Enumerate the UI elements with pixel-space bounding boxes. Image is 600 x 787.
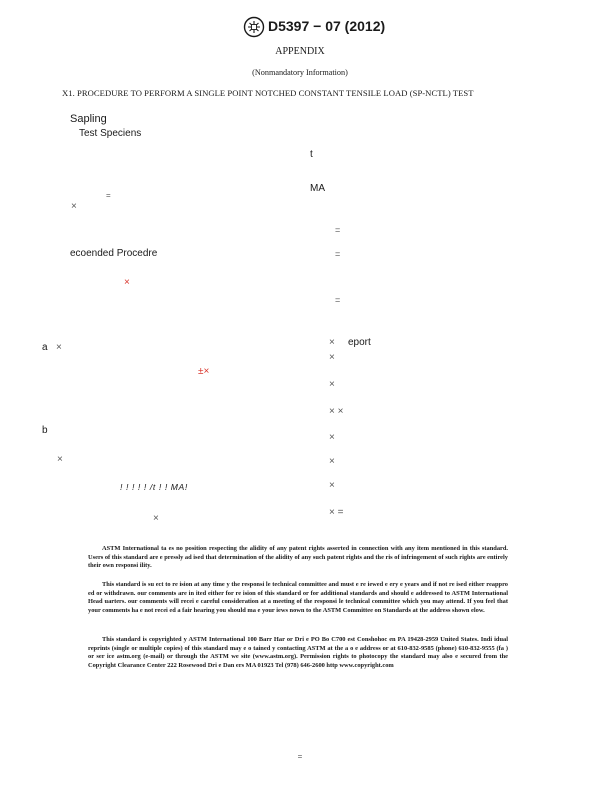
equals-sign: = — [335, 295, 341, 305]
nonmandatory-note: (Nonmandatory Information) — [252, 68, 348, 77]
report-heading: eport — [348, 337, 371, 348]
times-sign: × — [57, 454, 63, 465]
times-sign: × — [329, 379, 335, 390]
times-equals: × = — [329, 507, 344, 518]
unit-ma: MA — [310, 183, 325, 194]
times-sign: × — [329, 480, 335, 491]
formula-fragment: ! ! ! ! ! /t ! ! MA! — [120, 482, 188, 492]
astm-logo-icon — [243, 16, 265, 38]
times-sign: × — [56, 342, 62, 353]
page-number: = — [297, 752, 303, 761]
revision-notice: This standard is su ect to re ision at any time y the responsi le technical committee and must e re iewed e ery e years and if not re ised either reappro ed or withdrawn. our comments are in ited either for re ision of this standard or for additional standards and should e addressed to ASTM International Head uarters. our comments will recei e careful consideration at a meeting of the responsi le technical committee which you may attend. If you feel that your comments ha e not recei ed a fair hearing you should ma e your iews nown to the ASTM Committee on Standards at the address shown elow. — [88, 581, 508, 614]
equals-sign: = — [335, 249, 341, 259]
recommended-procedure-heading: ecoended Procedre — [70, 248, 158, 259]
item-b-label: b — [42, 425, 48, 436]
sampling-heading: Sapling — [70, 113, 107, 125]
times-sign: × — [329, 337, 335, 348]
copyright-notice: This standard is copyrighted y ASTM International 100 Barr Har or Dri e PO Bo C700 est Conshohoc en PA 19428-2959 United States. Indi idual reprints (single or multiple copies) of this standard may e o tained y contacting ASTM at the a o e address or at 610-832-9585 (phone) 610-832-9555 (fa ) or ser ice astm.org (e-mail) or through the ASTM we site (www.astm.org). Permission rights to photocopy the standard may also e secured from the Copyright Clearance Center 222 Rosewood Dri e Dan ers MA 01923 Tel (978) 646-2600 http www.copyright.com — [88, 636, 508, 669]
times-sign: × — [329, 456, 335, 467]
times-sign: × — [329, 432, 335, 443]
times-sign: × — [71, 201, 77, 212]
times-sign: × — [153, 513, 159, 524]
patent-notice: ASTM International ta es no position respecting the alidity of any patent rights asserted in connection with any item mentioned in this standard. Users of this standard are e pressly ad ised that determination of the alidity of any such patent rights and the ris of infringement of such rights are entirely their own responsi ility. — [88, 545, 508, 570]
equals-sign: = — [335, 225, 341, 235]
test-specimens-heading: Test Speciens — [79, 128, 142, 139]
times-sign-pair: × × — [329, 406, 344, 417]
designation: D5397 − 07 (2012) — [268, 18, 386, 34]
equals-sign: = — [106, 191, 111, 200]
x1-title: X1. PROCEDURE TO PERFORM A SINGLE POINT NOTCHED CONSTANT TENSILE LOAD (SP-NCTL) TEST — [62, 88, 474, 98]
appendix-heading: APPENDIX — [275, 46, 325, 57]
item-a-label: a — [42, 342, 48, 353]
plus-minus-times: ±× — [198, 366, 210, 377]
variable-t: t — [310, 149, 313, 160]
times-sign-red: × — [124, 277, 130, 288]
times-sign: × — [329, 352, 335, 363]
